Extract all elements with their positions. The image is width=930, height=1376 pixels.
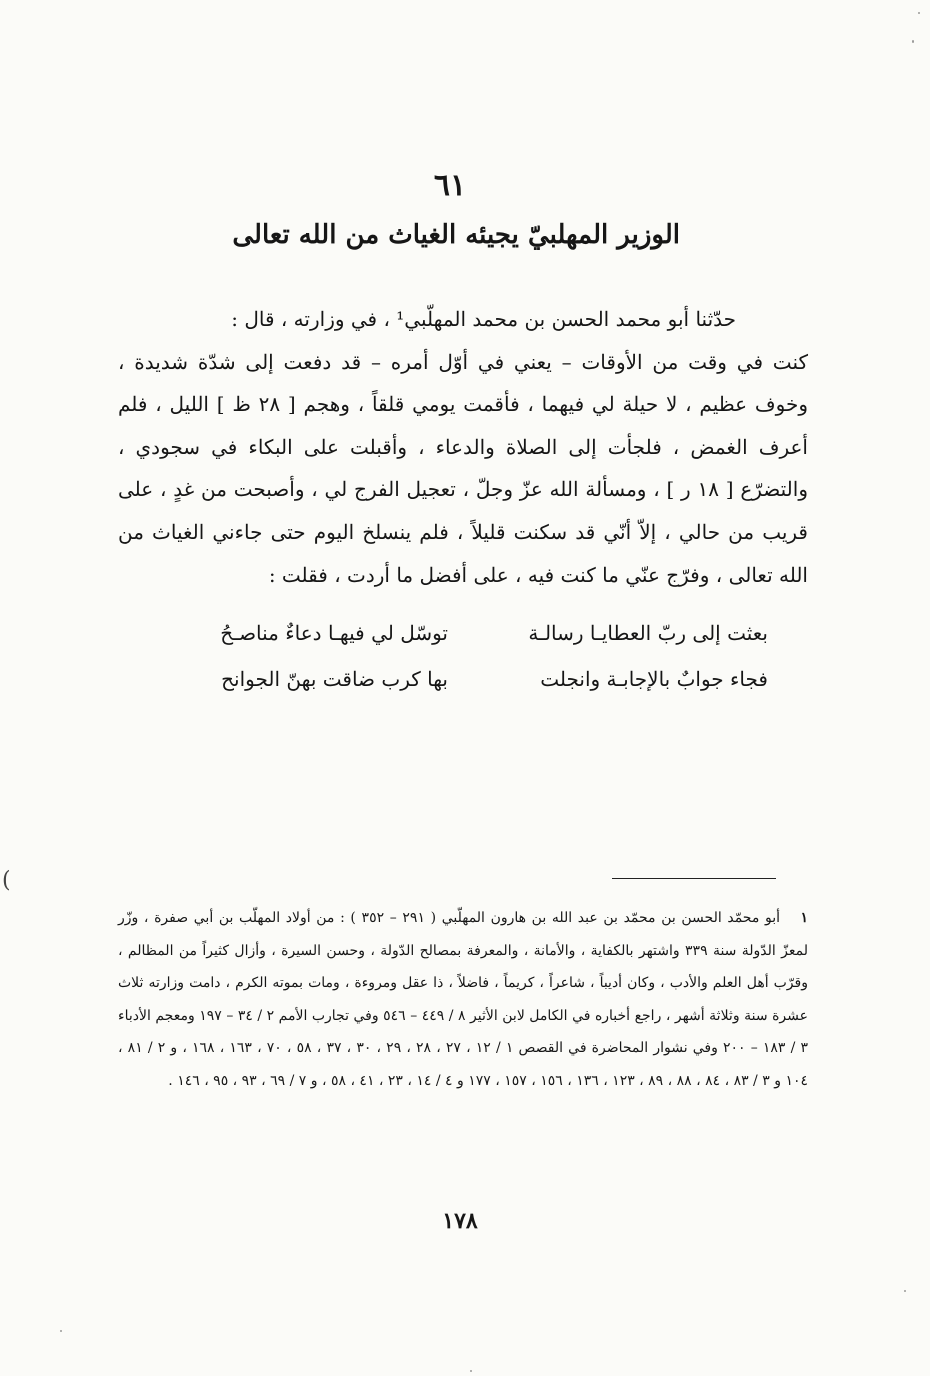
scan-edge-mark: ( bbox=[2, 868, 11, 893]
scan-speck bbox=[904, 1290, 906, 1292]
poem-verse bbox=[148, 656, 768, 702]
footnote-paragraph bbox=[118, 902, 808, 1098]
footnote bbox=[118, 902, 808, 1098]
poem-verse bbox=[148, 610, 768, 656]
verse-second-hemistich: بها كرب ضاقت بهنّ الجوانح bbox=[221, 667, 448, 691]
verse-first-hemistich: بعثت إلى ربّ العطايـا رسالـة bbox=[528, 621, 768, 645]
scan-speck bbox=[918, 12, 920, 14]
footnote-number: ١ bbox=[800, 910, 809, 926]
poem bbox=[148, 610, 768, 702]
story-body bbox=[118, 298, 808, 596]
footnote-text: أبو محمّد الحسن بن محمّد بن عبد الله بن هارون المهلّبي ( ٢٩١ – ٣٥٢ ) : من أولاد المهلّب بن أبي صفرة ، وزّر لمعزّ الدّولة سنة ٣٣٩ واشتهر بالكفاية ، والأمانة ، والمعرفة بمصالح الدّولة ، وحسن السيرة ، وأزال كثيراً من المظالم ، وقرّب أهل العلم والأدب ، وكان أديباً ، شاعراً ، كريماً ، فاضلاً ، ذا عقل ومروءة ، ومات بموته الكرم ، دامت وزارته ثلاث عشرة سنة وثلاثة أشهر ، راجع أخباره في الكامل لابن الأثير ٨ / ٤٤٩ – ٥٤٦ وفي تجارب الأمم ٢ / ٣٤ – ١٩٧ ومعجم الأدباء ٣ / ١٨٣ – ٢٠٠ وفي نشوار المحاضرة في القصص ١ / ١٢ ، ٢٧ ، ٢٨ ، ٢٩ ، ٣٠ ، ٣٧ ، ٥٨ ، ٧٠ ، ١٦٣ ، ١٦٨ ، و ٢ / ٨١ ، ١٠٤ و ٣ / ٨٣ ، ٨٤ ، ٨٨ ، ٨٩ ، ١٢٣ ، ١٣٦ ، ١٥٦ ، ١٥٧ ، ١٧٧ و ٤ / ١٤ ، ٢٣ ، ٤١ ، ٥٨ ، و ٧ / ٦٩ ، ٩٣ ، ٩٥ ، ١٤٦ . bbox=[118, 910, 809, 1089]
scan-speck bbox=[60, 1330, 62, 1332]
verse-first-hemistich: فجاء جوابٌ بالإجابـة وانجلت bbox=[540, 667, 768, 691]
page-number: ١٧٨ bbox=[442, 1208, 478, 1234]
story-number: ٦١ bbox=[433, 168, 467, 203]
verse-second-hemistich: توسّل لي فيهـا دعاءٌ مناصـحُ bbox=[220, 621, 448, 645]
narrative-paragraph: كنت في وقت من الأوقات – يعني في أوّل أمره – قد دفعت إلى شدّة شديدة ، وخوف عظيم ، لا حيلة لي فيهما ، فأقمت يومي قلقاً ، وهجم [ ٢٨ ظ ] الليل ، فلم أعرف الغمض ، فلجأت إلى الصلاة والدعاء ، وأقبلت على البكاء في سجودي ، والتضرّع [ ١٨ ر ] ، ومسألة الله عزّ وجلّ ، تعجيل الفرج لي ، وأصبحت من غدٍ ، على قريب من حالي ، إلاّ أنّي قد سكنت قليلاً ، فلم ينسلخ اليوم حتى جاءني الغياث من الله تعالى ، وفرّج عنّي ما كنت فيه ، على أفضل ما أردت ، فقلت : bbox=[118, 349, 808, 587]
story-title: الوزير المهلبيّ يجيئه الغياث من الله تعالى bbox=[232, 220, 680, 250]
scan-speck bbox=[912, 40, 914, 43]
footnote-divider bbox=[612, 878, 776, 879]
scan-speck bbox=[470, 1370, 472, 1372]
opening-line: حدّثنا أبو محمد الحسن بن محمد المهلّبي¹ ، في وزارته ، قال : bbox=[231, 307, 736, 331]
